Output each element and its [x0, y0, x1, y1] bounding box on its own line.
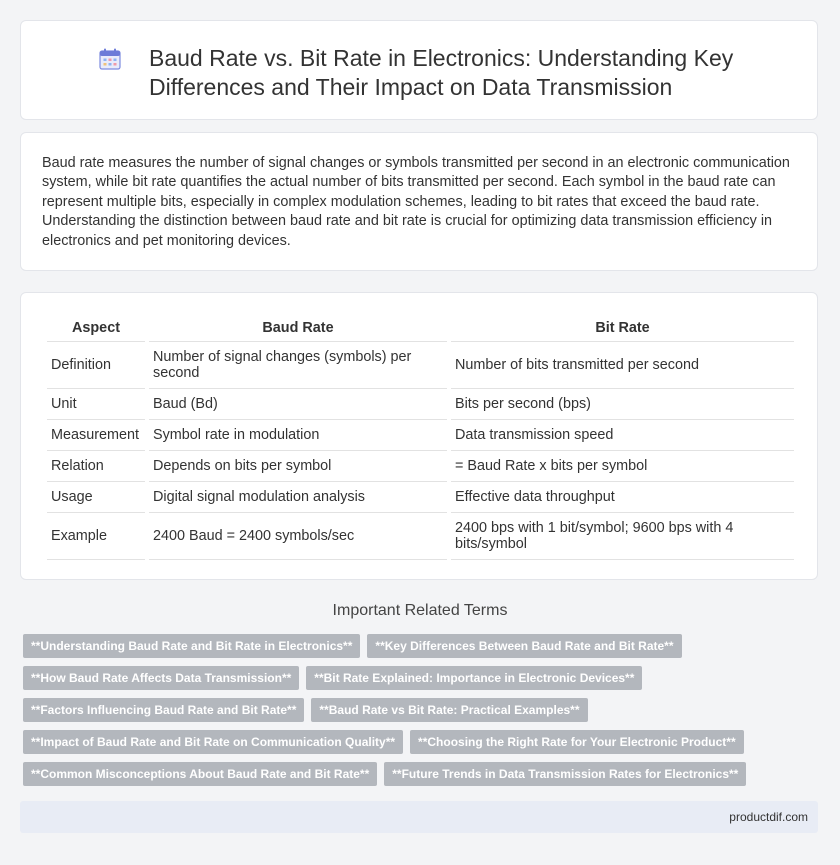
header-aspect: Aspect: [47, 315, 145, 342]
cell-bit: Data transmission speed: [451, 420, 794, 451]
tag-row: [23, 666, 803, 690]
comparison-card: [20, 292, 818, 580]
related-term-tag[interactable]: **Key Differences Between Baud Rate and Bit Rate**: [367, 634, 681, 658]
cell-bit: Effective data throughput: [451, 482, 794, 513]
header-bit-rate: Bit Rate: [451, 315, 794, 342]
site-name[interactable]: productdif.com: [729, 810, 808, 824]
header-baud-rate: Baud Rate: [149, 315, 447, 342]
header-card: [20, 20, 818, 120]
tag-row: [23, 634, 803, 658]
related-terms-title: Important Related Terms: [332, 602, 508, 619]
table-row: [47, 420, 794, 451]
tag-row: [23, 762, 803, 786]
cell-baud: Symbol rate in modulation: [149, 420, 447, 451]
cell-bit: 2400 bps with 1 bit/symbol; 9600 bps with 4 bits/symbol: [451, 513, 794, 560]
intro-text: Baud rate measures the number of signal changes or symbols transmitted per second in an electronic communication system, while bit rate quantifies the actual number of bits transmitted per second. Each symbol in the baud rate can represent multiple bits, especially in complex modulation schemes, leading to bit rates that exceed the baud rate. Understanding the distinction between baud rate and bit rate is crucial for optimizing data transmission efficiency in electronics and pet monitoring devices.: [42, 155, 790, 249]
cell-baud: Baud (Bd): [149, 389, 447, 420]
tag-row: [23, 698, 803, 722]
table-row: [47, 482, 794, 513]
related-term-tag[interactable]: **Future Trends in Data Transmission Rates for Electronics**: [384, 762, 746, 786]
cell-bit: Bits per second (bps): [451, 389, 794, 420]
cell-aspect: Relation: [47, 451, 145, 482]
cell-baud: Digital signal modulation analysis: [149, 482, 447, 513]
related-term-tag[interactable]: **Bit Rate Explained: Importance in Electronic Devices**: [306, 666, 642, 690]
page-title: Baud Rate vs. Bit Rate in Electronics: Understanding Key Differences and Their Impact on Data Transmission: [149, 45, 734, 100]
cell-aspect: Example: [47, 513, 145, 560]
intro-card: [20, 132, 818, 271]
comparison-table: [43, 315, 798, 560]
cell-aspect: Definition: [47, 342, 145, 389]
related-term-tag[interactable]: **Baud Rate vs Bit Rate: Practical Examples**: [311, 698, 587, 722]
title-wrap: [101, 44, 789, 102]
cell-bit: Number of bits transmitted per second: [451, 342, 794, 389]
footer: [20, 801, 818, 833]
table-row: [47, 342, 794, 389]
table-row: [47, 513, 794, 560]
cell-baud: Depends on bits per symbol: [149, 451, 447, 482]
cell-baud: Number of signal changes (symbols) per second: [149, 342, 447, 389]
table-header-row: [47, 315, 794, 342]
tag-row: [23, 730, 803, 754]
calendar-icon: [99, 48, 121, 70]
cell-baud: 2400 Baud = 2400 symbols/sec: [149, 513, 447, 560]
cell-aspect: Usage: [47, 482, 145, 513]
related-term-tag[interactable]: **Understanding Baud Rate and Bit Rate in Electronics**: [23, 634, 360, 658]
table-row: [47, 389, 794, 420]
related-term-tag[interactable]: **How Baud Rate Affects Data Transmission**: [23, 666, 299, 690]
cell-aspect: Unit: [47, 389, 145, 420]
related-term-tag[interactable]: **Impact of Baud Rate and Bit Rate on Communication Quality**: [23, 730, 403, 754]
related-term-tag[interactable]: **Choosing the Right Rate for Your Electronic Product**: [410, 730, 744, 754]
related-terms-list: [23, 634, 803, 794]
cell-aspect: Measurement: [47, 420, 145, 451]
related-term-tag[interactable]: **Factors Influencing Baud Rate and Bit Rate**: [23, 698, 304, 722]
table-row: [47, 451, 794, 482]
related-term-tag[interactable]: **Common Misconceptions About Baud Rate and Bit Rate**: [23, 762, 377, 786]
cell-bit: = Baud Rate x bits per symbol: [451, 451, 794, 482]
